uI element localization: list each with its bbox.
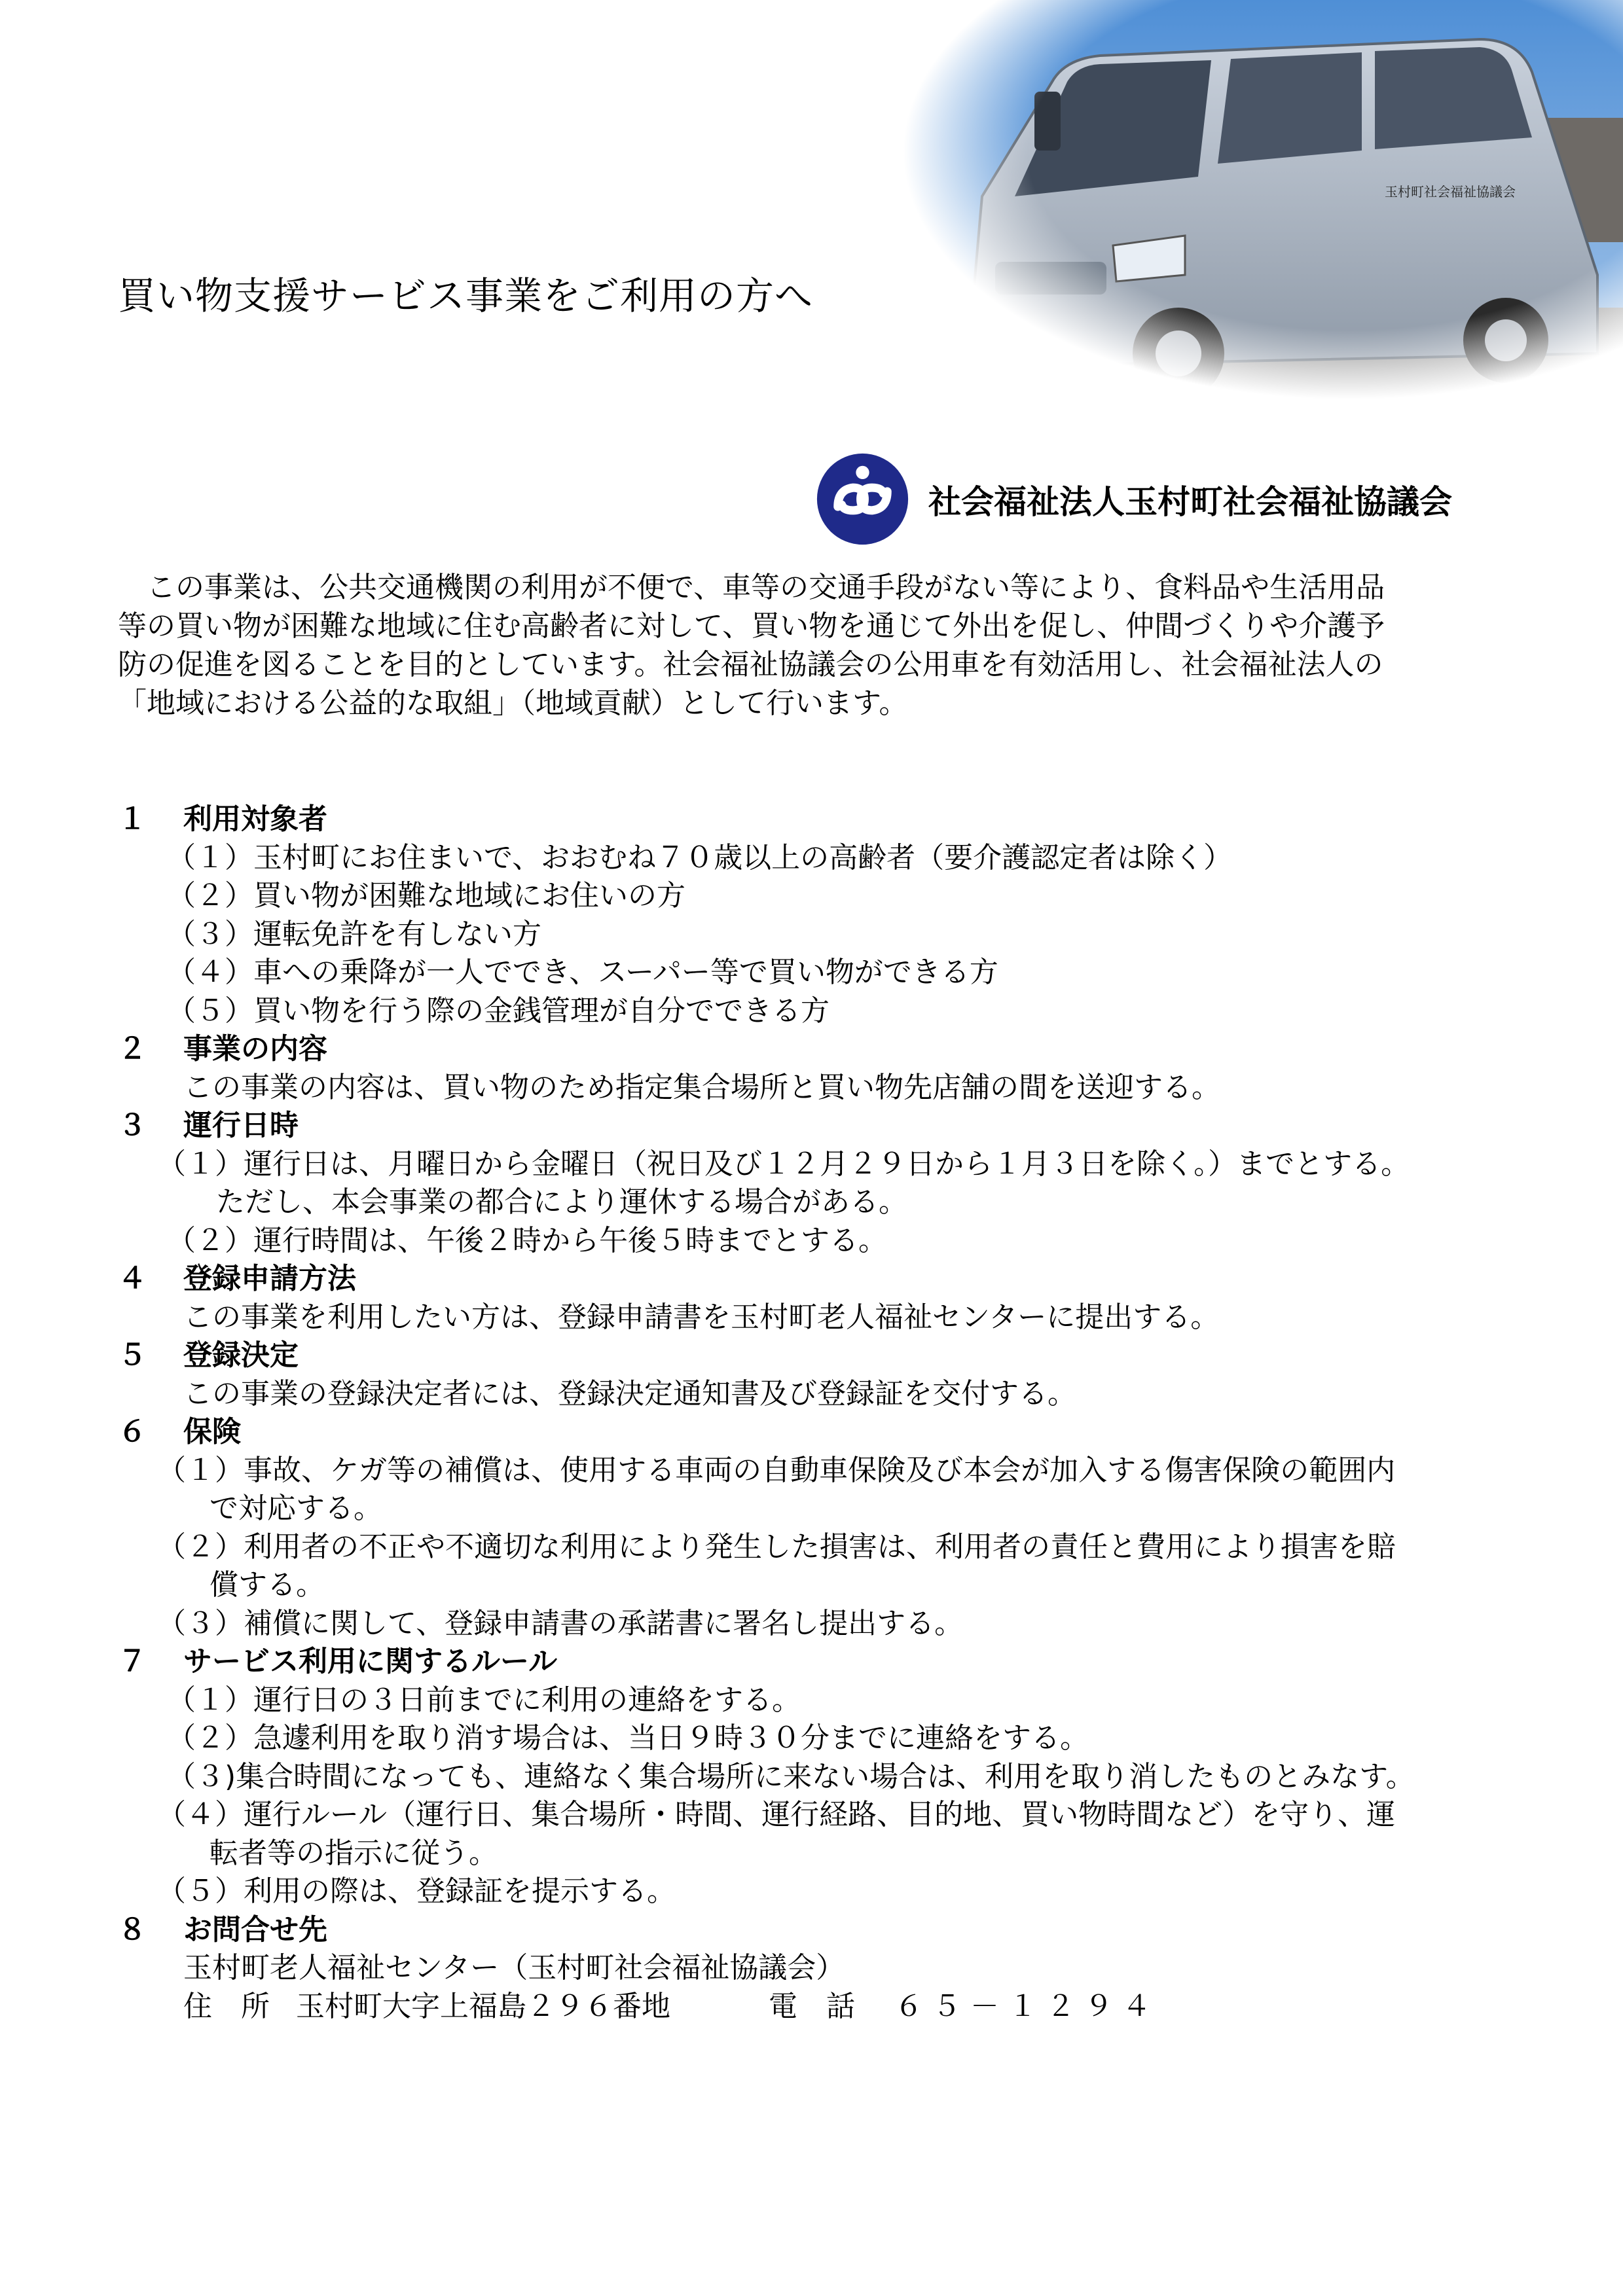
section-heading [118,1336,1558,1375]
list-item-continuation: ただし、本会事業の都合により運休する場合がある。 [216,1185,907,1219]
section-text: この事業の登録決定者には、登録決定通知書及び登録証を交付する。 [183,1376,1076,1410]
section-title: 登録申請方法 [183,1262,356,1295]
section-title: 利用対象者 [183,802,327,836]
section-title: 事業の内容 [183,1032,327,1066]
list-item: （２）運行時間は、午後２時から午後５時までとする。 [167,1223,887,1257]
section-text: この事業を利用したい方は、登録申請書を玉村町老人福祉センターに提出する。 [183,1300,1220,1334]
organization-block [815,452,1452,547]
list-item-continuation: 転者等の指示に従う。 [210,1836,498,1870]
phone-value: ６５－１２９４ [894,1989,1160,2023]
list-item: （２）急遽利用を取り消す場合は、当日９時３０分までに連絡をする。 [167,1721,1089,1755]
section-title: 保険 [183,1415,241,1448]
list-item: （５）利用の際は、登録証を提示する。 [157,1874,676,1908]
section-number: １ [118,802,147,836]
list-item: （２）買い物が困難な地域にお住いの方 [167,879,685,912]
section-number: ７ [118,1645,147,1678]
van-photo [903,0,1623,399]
section-text: この事業の内容は、買い物のため指定集合場所と買い物先店舗の間を送迎する。 [183,1070,1220,1104]
intro-paragraph [118,568,1539,723]
section-list [118,800,1558,2026]
section-number: ３ [118,1109,147,1142]
section-number: ２ [118,1032,147,1066]
intro-line: 等の買い物が困難な地域に住む高齢者に対して、買い物を通じて外出を促し、仲間づくりや介護予 [118,609,1385,643]
list-item: （１）運行日は、月曜日から金曜日（祝日及び１２月２９日から１月３日を除く。）までとする。 [157,1147,1410,1181]
intro-line: 「地域における公益的な取組」（地域貢献）として行います。 [118,687,908,720]
section-heading [118,1030,1558,1069]
section-title: 登録決定 [183,1338,299,1372]
list-item: （１）玉村町にお住まいで、おおむね７０歳以上の高齢者（要介護認定者は除く） [167,840,1233,874]
section-title: 運行日時 [183,1109,299,1142]
list-item: （４）車への乗降が一人ででき、スーパー等で買い物ができる方 [167,956,998,989]
phone-label: 電 話 [769,1989,855,2023]
section-heading [118,1643,1558,1681]
list-item: （５）買い物を行う際の金銭管理が自分でできる方 [167,994,830,1028]
section-number: ８ [118,1912,147,1946]
address-value: 玉村町大字上福島２９６番地 [296,1989,670,2023]
address-label: 住 所 [183,1989,270,2023]
list-item: （１）事故、ケガ等の補償は、使用する車両の自動車保険及び本会が加入する傷害保険の範囲内 [157,1453,1396,1487]
list-item: （４）運行ルール（運行日、集合場所・時間、運行経路、目的地、買い物時間など）を守り、運 [157,1798,1396,1831]
section-number: ５ [118,1338,147,1372]
section-heading [118,1107,1558,1145]
section-heading [118,1911,1558,1950]
section-heading [118,800,1558,839]
contact-name: 玉村町老人福祉センター（玉村町社会福祉協議会） [183,1951,845,1984]
contact-details [118,1988,1558,2026]
list-item: （２）利用者の不正や不適切な利用により発生した損害は、利用者の責任と費用により損害を賠 [157,1530,1396,1564]
list-item-continuation: で対応する。 [210,1492,382,1525]
intro-line: 防の促進を図ることを目的としています。社会福祉協議会の公用車を有効活用し、社会福祉法人の [118,648,1383,681]
list-item-continuation: 償する。 [210,1568,325,1602]
list-item: （３）運転免許を有しない方 [167,917,541,951]
list-item: （３)集合時間になっても、連絡なく集合場所に来ない場合は、利用を取り消したものとみなす。 [167,1759,1415,1793]
intro-line: この事業は、公共交通機関の利用が不便で、車等の交通手段がない等により、食料品や生活用品 [118,571,1385,604]
section-title: サービス利用に関するルール [183,1645,558,1678]
section-heading [118,1260,1558,1299]
section-number: ６ [118,1415,147,1448]
list-item: （３）補償に関して、登録申請書の承諾書に署名し提出する。 [157,1606,964,1640]
page-title: 買い物支援サービス事業をご利用の方へ [118,274,814,318]
section-heading [118,1413,1558,1452]
list-item: （１）運行日の３日前までに利用の連絡をする。 [167,1683,801,1717]
section-number: ４ [118,1262,147,1295]
organization-name: 社会福祉法人玉村町社会福祉協議会 [928,482,1452,521]
section-title: お問合せ先 [183,1912,327,1946]
council-logo-icon [815,452,910,547]
